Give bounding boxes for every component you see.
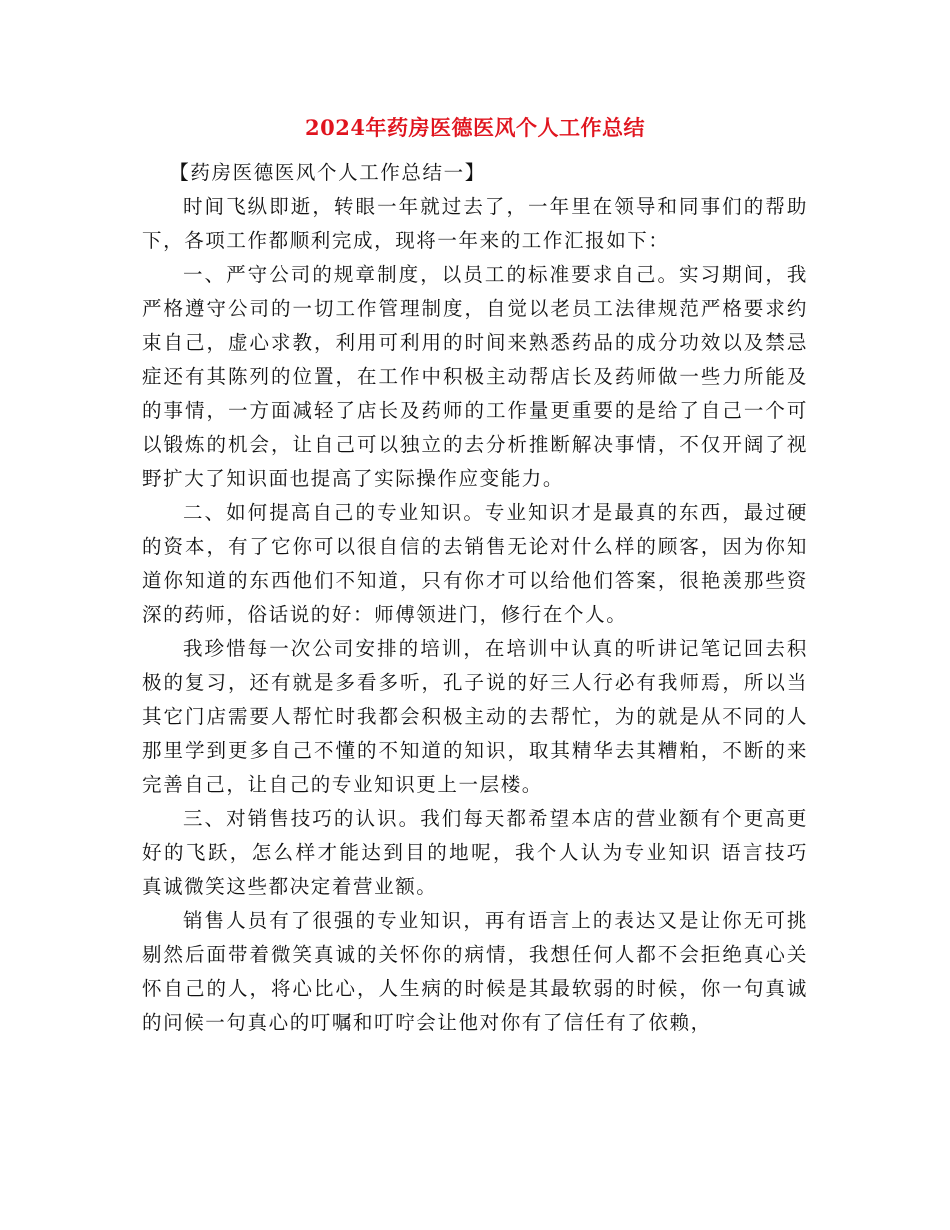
paragraph-sales-skills: 三、对销售技巧的认识。我们每天都希望本店的营业额有个更高更好的飞跃，怎么样才能达到目的地呢，我个人认为专业知识 语言技巧 真诚微笑这些都决定着营业额。 xyxy=(142,807,808,898)
section-heading: 【药房医德医风个人工作总结一】 xyxy=(169,161,486,184)
paragraph-sales-staff: 销售人员有了很强的专业知识，再有语言上的表达又是让你无可挑剔然后面带着微笑真诚的关怀你的病情，我想任何人都不会拒绝真心关怀自己的人，将心比心，人生病的时候是其最软弱的时候，你一句真诚的问候一句真心的叮嘱和叮咛会让他对你有了信任有了依赖， xyxy=(142,909,808,1034)
paragraph-intro: 时间飞纵即逝，转眼一年就过去了，一年里在领导和同事们的帮助下，各项工作都顺利完成，现将一年来的工作汇报如下： xyxy=(142,195,808,252)
document-body xyxy=(142,156,808,1040)
paragraph-rules: 一、严守公司的规章制度，以员工的标准要求自己。实习期间，我严格遵守公司的一切工作管理制度，自觉以老员工法律规范严格要求约束自己，虚心求教，利用可利用的时间来熟悉药品的成分功效以及禁忌症还有其陈列的位置，在工作中积极主动帮店长及药师做一些力所能及的事情，一方面减轻了店长及药师的工作量更重要的是给了自己一个可以锻炼的机会，让自己可以独立的去分析推断解决事情，不仅开阔了视野扩大了知识面也提高了实际操作应变能力。 xyxy=(142,263,808,490)
paragraph-knowledge: 二、如何提高自己的专业知识。专业知识才是最真的东西，最过硬的资本，有了它你可以很自信的去销售无论对什么样的顾客，因为你知道你知道的东西他们不知道，只有你才可以给他们答案，很艳羡那些资深的药师，俗话说的好：师傅领进门，修行在个人。 xyxy=(142,501,808,626)
paragraph-training: 我珍惜每一次公司安排的培训，在培训中认真的听讲记笔记回去积极的复习，还有就是多看多听，孔子说的好三人行必有我师焉，所以当其它门店需要人帮忙时我都会积极主动的去帮忙，为的就是从不同的人那里学到更多自己不懂的不知道的知识，取其精华去其糟粕，不断的来完善自己，让自己的专业知识更上一层楼。 xyxy=(142,637,808,796)
document-title: 2024年药房医德医风个人工作总结 xyxy=(305,115,645,140)
